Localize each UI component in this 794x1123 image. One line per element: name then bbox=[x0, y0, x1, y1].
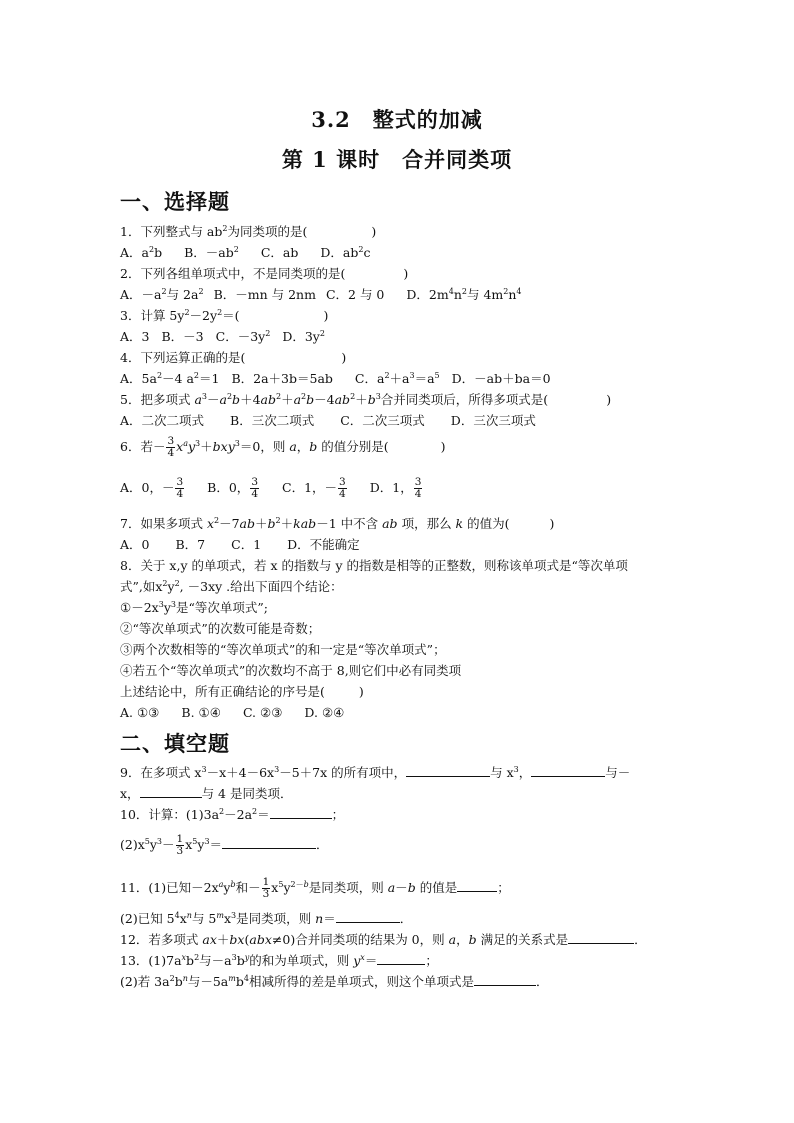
statement-3: ③两个次数相等的“等次单项式”的和一定是“等次单项式”； bbox=[120, 642, 446, 657]
answer-blank[interactable] bbox=[568, 931, 634, 944]
question-9-line-2: x， 与 4 是同类项． bbox=[120, 786, 293, 801]
question-1-options: A．$a^2b$ B．$-ab^2$ C．ab D．$ab^2c$ bbox=[120, 244, 371, 260]
question-4: 4．下列运算正确的是( ) bbox=[120, 350, 347, 365]
question-11-part-1: 11．(1)已知$-2x^ay^b$和－ $\frac{1}{3}$ $x^5y^{2-b}$是同类项，则 a－b 的值是 ； bbox=[120, 876, 510, 900]
answer-blank[interactable] bbox=[531, 764, 605, 777]
question-12: 12．若多项式 ax＋bx(abx≠0)合并同类项的结果为 0，则 a，b 满足的关系式是 ． bbox=[120, 932, 647, 947]
statement-2: ②“等次单项式”的次数可能是奇数； bbox=[120, 621, 321, 636]
question-8-line-2: 式”,如$x^2y^2$, －3xy .给出下面四个结论： bbox=[120, 578, 343, 594]
question-3: 3．计算 $5y^2-2y^2=$( ) bbox=[120, 307, 329, 323]
question-5: 5．把多项式 $a^3-a^2b+4ab^2+a^2b-4ab^2+b^3$合并同类项后，所得多项式是( ) bbox=[120, 391, 612, 407]
question-2: 2．下列各组单项式中，不是同类项的是( ) bbox=[120, 266, 409, 281]
lesson-subtitle: 第 1 课时 合并同类项 bbox=[281, 147, 513, 172]
question-8-options: A. ①③ B. ①④ C. ②③ D. ②④ bbox=[120, 705, 345, 720]
question-3-options: A．3 B．－3 C．$-3y^2$ D．$3y^2$ bbox=[120, 328, 325, 344]
question-8-line-1: 8．关于 x,y 的单项式，若 x 的指数与 y 的指数是相等的正整数，则称该单项式是“等次单项 bbox=[120, 558, 628, 573]
question-10-part-2: $(2)x^5y^3-$ $\frac{1}{3}$ $x^5y^3=$ ． bbox=[120, 833, 329, 857]
answer-blank[interactable] bbox=[222, 836, 316, 849]
question-8-ask: 上述结论中，所有正确结论的序号是( ) bbox=[120, 684, 364, 699]
answer-blank[interactable] bbox=[406, 764, 490, 777]
question-2-options: A．$-a^2$与 $2a^2$ B．－mn 与 2nm C．2 与 0 D．$2m^4n^2$与 $4m^2n^4$ bbox=[120, 286, 522, 302]
question-4-options: A．$5a^2-4$ $a^2=1$ B．2a＋3b＝5ab C．$a^2+a^3=a^5$ D．－ab＋ba＝0 bbox=[120, 370, 551, 386]
section-fill-heading: 二、填空题 bbox=[120, 732, 230, 756]
question-7-options: A．0 B．7 C．1 D．不能确定 bbox=[120, 537, 360, 552]
question-11-part-2: (2)已知 $5^4x^n$与 $5^mx^3$是同类项，则 n＝ ． bbox=[120, 910, 413, 926]
answer-blank[interactable] bbox=[270, 806, 332, 819]
section-choice-heading: 一、选择题 bbox=[120, 190, 230, 214]
question-7: 7．如果多项式 $x^2-7ab+b^2+kab-1$ 中不含 ab 项，那么 k 的值为( ) bbox=[120, 515, 555, 531]
statement-4: ④若五个“等次单项式”的次数均不高于 8,则它们中必有同类项 bbox=[120, 663, 462, 678]
question-1: 1．下列整式与 $ab^2$为同类项的是( ) bbox=[120, 223, 377, 239]
statement-1: $①-2x^3y^3$是“等次单项式”; bbox=[120, 599, 268, 615]
question-5-options: A．二次二项式 B．三次二项式 C．二次三项式 D．三次三项式 bbox=[120, 413, 536, 428]
question-13-part-1: 13．$(1)7a^xb^2$与$-a^3b^y$的和为单项式，则 $y^x=$ ； bbox=[120, 952, 438, 968]
answer-blank[interactable] bbox=[140, 785, 202, 798]
question-6: 6．若－ $\frac{3}{4}$ $x^ay^3+bxy^3=0$，则 a，b 的值分别是( ) bbox=[120, 435, 446, 459]
question-6-options: A．0，－ $\frac{3}{4}$ B．0， $\frac{3}{4}$ C．1，－ $\frac{3}{4}$ D．1， $\frac{3}{4}$ bbox=[120, 476, 422, 500]
answer-blank[interactable] bbox=[336, 910, 400, 923]
question-10-part-1: 10．计算：$(1)3a^2-2a^2=$ ； bbox=[120, 806, 345, 822]
lesson-title: 3.2 整式的加减 bbox=[311, 107, 483, 132]
question-9-line-1: 9．在多项式 $x^3-x+4-6x^3-5+7x$ 的所有项中， 与 $x^3$， 与－ bbox=[120, 764, 631, 780]
fraction-three-quarters: $\frac{3}{4}$ bbox=[167, 435, 175, 459]
question-13-part-2: (2)若 $3a^2b^n$与$-5a^mb^4$相减所得的差是单项式，则这个单项式是 ． bbox=[120, 973, 549, 989]
answer-blank[interactable] bbox=[457, 879, 497, 892]
answer-blank[interactable] bbox=[474, 973, 536, 986]
answer-blank[interactable] bbox=[377, 952, 425, 965]
